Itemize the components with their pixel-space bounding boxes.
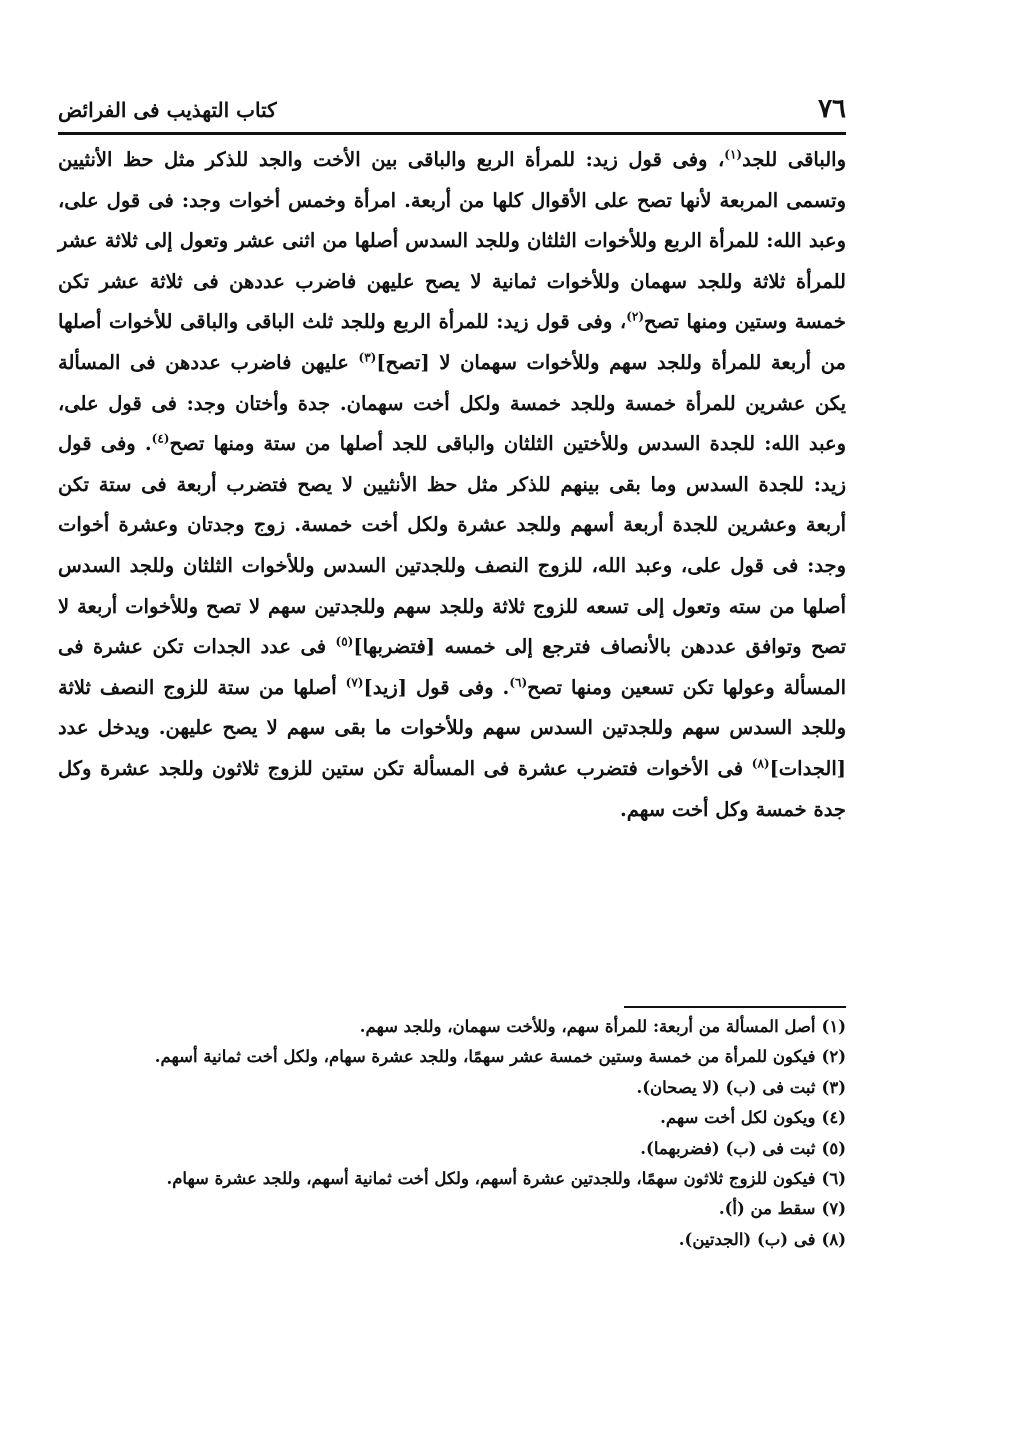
footnote-5	[58, 1134, 846, 1164]
main-paragraph	[58, 140, 846, 830]
text-segment: والباقى للجد	[742, 148, 847, 171]
footnote-marker-2: (٢)	[626, 309, 645, 324]
footnote-number: (٧)	[821, 1199, 846, 1219]
page-header	[58, 94, 846, 128]
footnote-separator	[624, 1006, 846, 1008]
footnote-7	[58, 1194, 846, 1224]
footnote-marker-5: (٥)	[335, 634, 354, 649]
text-segment: ، وفى قول زيد: للمرأة الربع والباقى بين الأخت والجد للذكر مثل حظ الأنثيين وتسمى المربعة لأنها تصح على الأقوال كلها من أربعة. امرأة وخمس أخوات وجد: فى قول على، وعبد الله: للمرأة الربع وللأخوات الثلثان وللجد السدس أصلها من اثنى عشر وتعول إلى ثلاثة عشر للمرأة ثلاثة وللجد سهمان وللأخوات ثمانية لا يصح عليهن فاضرب عددهن فى ثلاثة عشر تكن خمسة وستين ومنها تصح	[58, 148, 846, 334]
footnote-number: (٣)	[821, 1077, 846, 1097]
footnote-number: (٨)	[821, 1229, 846, 1249]
running-title: كتاب التهذيب فى الفرائض	[58, 98, 277, 122]
footnote-6	[58, 1164, 846, 1194]
page-number: ٧٦	[818, 94, 846, 124]
text-segment: فى الأخوات فتضرب عشرة فى المسألة تكن ستين للزوج ثلاثون وللجد عشرة وكل جدة خمسة وكل أخت سهم.	[58, 756, 846, 821]
header-rule	[58, 132, 846, 135]
main-text	[58, 140, 846, 830]
footnote-marker-8: (٨)	[751, 756, 770, 771]
footnote-marker-6: (٦)	[509, 675, 528, 690]
footnote-2	[58, 1042, 846, 1072]
footnote-text: ويكون لكل أخت سهم.	[660, 1108, 816, 1128]
footnote-number: (٢)	[821, 1047, 846, 1067]
footnote-text: أصل المسألة من أربعة: للمرأة سهم، وللأخت سهمان، وللجد سهم.	[359, 1017, 816, 1036]
footnote-number: (١)	[821, 1017, 846, 1036]
footnote-1	[58, 1012, 846, 1042]
text-segment: فى عدد الجدات تكن عشرة فى المسألة وعولها تكن تسعين ومنها تصح	[58, 635, 847, 699]
footnote-marker-7: (٧)	[345, 675, 364, 690]
footnote-number: (٤)	[821, 1108, 846, 1128]
footnote-text: فيكون للزوج ثلاثون سهمًا، وللجدتين عشرة أسهم، ولكل أخت ثمانية أسهم، وللجد عشرة سهام.	[166, 1169, 816, 1189]
text-segment: . وفى قول [زيد]	[363, 675, 510, 699]
footnote-number: (٦)	[821, 1169, 846, 1189]
footnote-marker-3: (٣)	[358, 350, 377, 365]
footnotes	[58, 1012, 846, 1255]
footnote-marker-1: (١)	[724, 147, 743, 162]
footnote-marker-4: (٤)	[151, 431, 170, 446]
footnote-number: (٥)	[821, 1138, 846, 1158]
footnote-text: فى (ب) (الجدتين).	[678, 1229, 816, 1249]
footnote-text: فيكون للمرأة من خمسة وستين خمسة عشر سهمًا، وللجد عشرة سهام، ولكل أخت ثمانية أسهم.	[154, 1047, 816, 1067]
text-segment: ، وفى قول زيد: للمرأة الربع وللجد ثلث الباقى والباقى للأخوات أصلها من أربعة للمرأة وللجد سهم وللأخوات سهمان لا [تصح]	[58, 310, 846, 374]
text-segment: عليهن فاضرب عددهن فى المسألة يكن عشرين للمرأة خمسة وللجد خمسة ولكل أخت سهمان. جدة وأختان وجد: فى قول على، وعبد الله: للجدة السدس وللأختين الثلثان والباقى للجد أصلها من ستة ومنها تصح	[58, 350, 847, 456]
footnote-text: ثبت فى (ب) (لا يصحان).	[636, 1077, 816, 1097]
text-segment: . وفى قول زيد: للجدة السدس وما بقى بينهم للذكر مثل حظ الأنثيين لا يصح فتضرب أربعة فى ستة تكن أربعة وعشرين للجدة أربعة أسهم وللجد عشرة ولكل أخت خمسة. زوج وجدتان وعشرة أخوات وجد: فى قول على، وعبد الله، للزوج النصف وللجدتين السدس وللأخوات الثلثان وللجد السدس أصلها من سته وتعول إلى تسعه للزوج ثلاثة وللجد سهم وللجدتين سهم لا تصح وللأخوات أربعة لا تصح وتوافق عددهن بالأنصاف فترجع إلى خمسه [فتضربها]	[58, 432, 846, 659]
footnote-4	[58, 1103, 846, 1133]
text-segment: أصلها من ستة للزوج النصف ثلاثة وللجد السدس سهم وللجدتين السدس سهم وللأخوات ما بقى سهم لا يصح عليهن. ويدخل عدد [الجدات]	[58, 675, 846, 780]
footnote-text: سقط من (أ).	[718, 1199, 816, 1219]
footnote-text: ثبت فى (ب) (فضربهما).	[640, 1138, 816, 1158]
footnote-3	[58, 1073, 846, 1103]
footnote-8	[58, 1225, 846, 1255]
